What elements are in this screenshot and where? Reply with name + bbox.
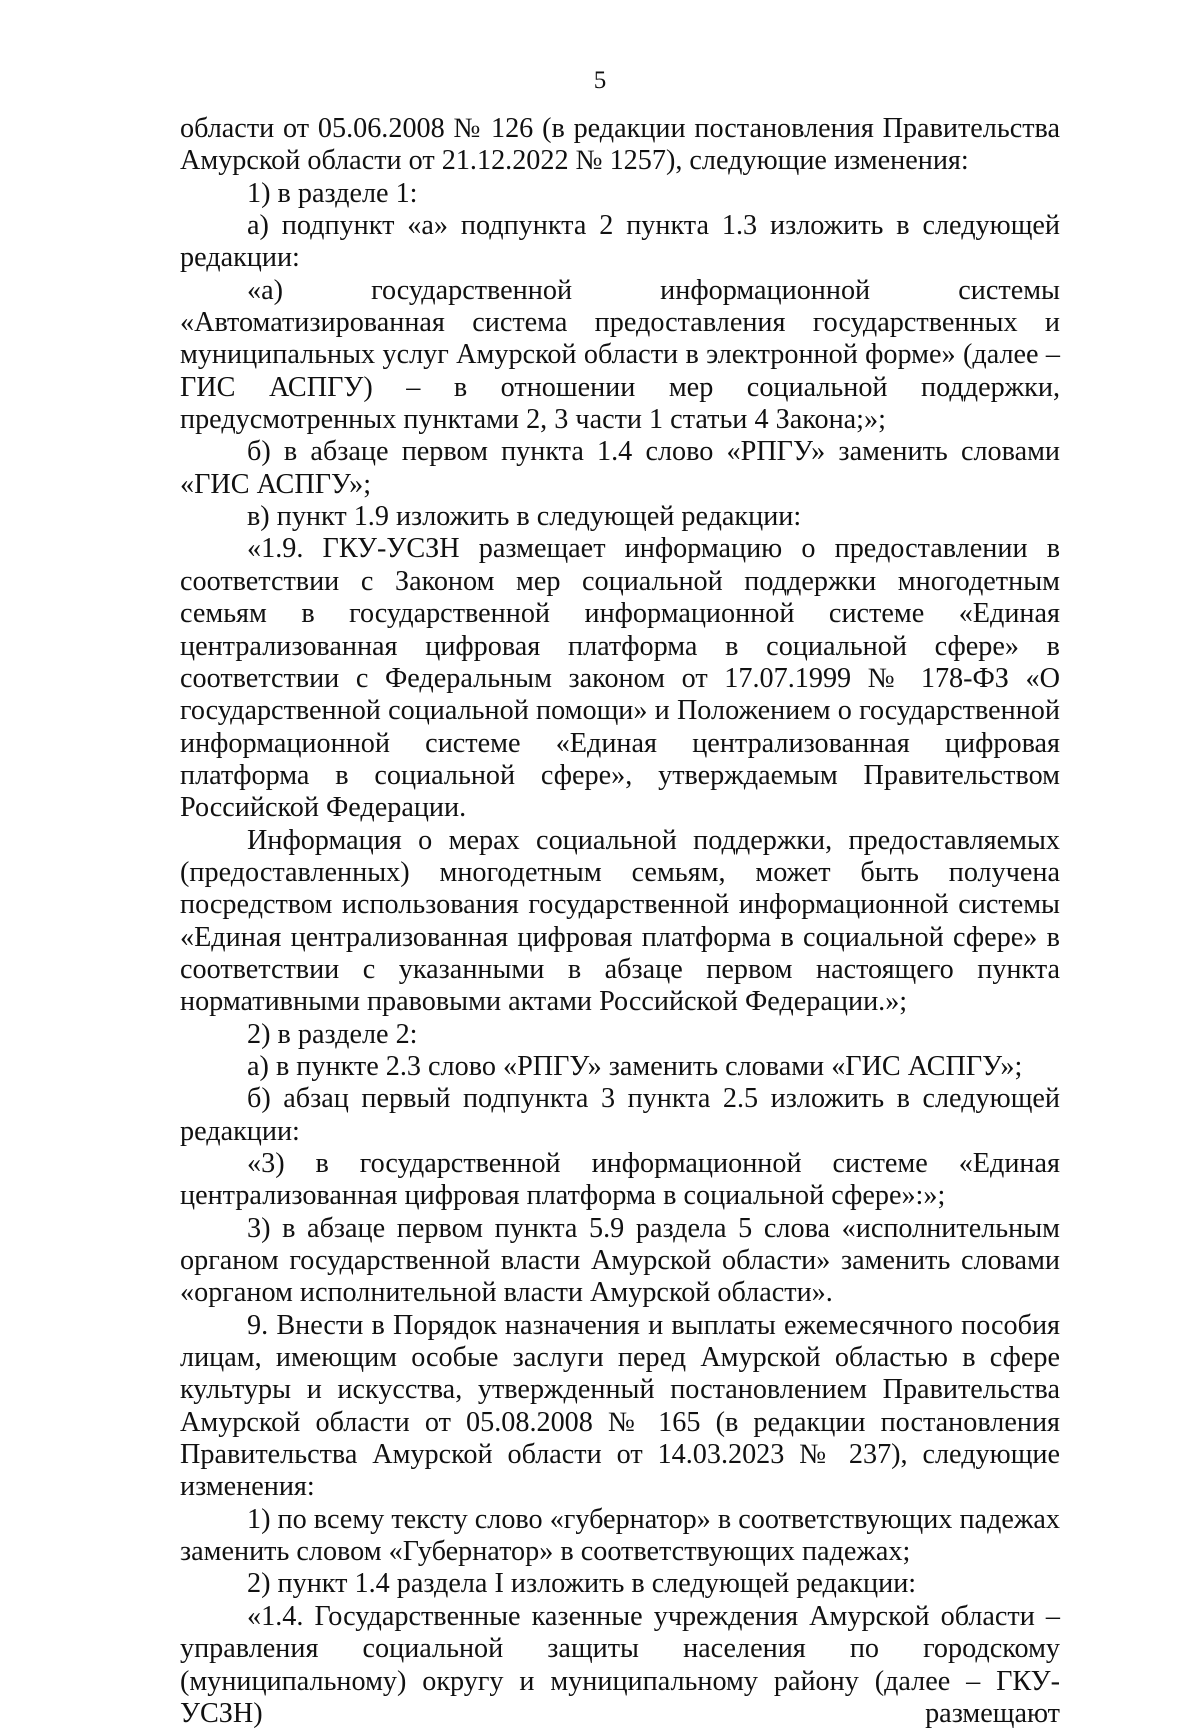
paragraph: 2) в разделе 2: — [247, 1018, 418, 1050]
paragraph: «3) в государственной информационной системе «Единая централизованная цифровая платформа в социальной сфере»:»; — [180, 1148, 1060, 1212]
paragraph: б) в абзаце первом пункта 1.4 слово «РПГУ» заменить словами «ГИС АСПГУ»; — [180, 436, 1060, 500]
paragraph: области от 05.06.2008 № 126 (в редакции постановления Правительства Амурской области от 21.12.2022 № 1257), следующие изменения: — [180, 113, 1060, 177]
paragraph: а) подпункт «а» подпункта 2 пункта 1.3 изложить в следующей редакции: — [180, 210, 1060, 274]
paragraph: 1) в разделе 1: — [247, 177, 418, 209]
paragraph: 2) пункт 1.4 раздела I изложить в следующей редакции: — [247, 1568, 917, 1600]
paragraph: Информация о мерах социальной поддержки, предоставляемых (предоставленных) многодетным семьям, может быть получена посредством использования государственной информационной системы «Единая централизованная цифровая платформа в социальной сфере» в соответствии с указанными в абзаце первом настоящего пункта нормативными правовыми актами Российской Федерации.»; — [180, 824, 1060, 1018]
paragraph: «1.9. ГКУ-УСЗН размещает информацию о предоставлении в соответствии с Законом мер социальной поддержки многодетным семьям в государственной информационной системе «Единая централизованная цифровая платформа в социальной сфере» в соответствии с Федеральным законом от 17.07.1999 № 178-ФЗ «О государственной социальной помощи» и Положением о государственной информационной системе «Единая централизованная цифровая платформа в социальной сфере», утверждаемым Правительством Российской Федерации. — [180, 533, 1060, 824]
paragraph: «1.4. Государственные казенные учреждения Амурской области – управления социальной защиты населения по городскому (муниципальному) округу и муниципальному району (далее – ГКУ-УСЗН) размещают — [180, 1600, 1060, 1729]
page-number: 5 — [593, 67, 607, 94]
document-body — [180, 113, 1060, 1730]
paragraph: 1) по всему тексту слово «губернатор» в соответствующих падежах заменить словом «Губернатор» в соответствующих падежах; — [180, 1503, 1060, 1568]
paragraph: в) пункт 1.9 изложить в следующей редакции: — [247, 501, 802, 533]
paragraph: 3) в абзаце первом пункта 5.9 раздела 5 слова «исполнительным органом государственной власти Амурской области» заменить словами «органом исполнительной власти Амурской области». — [180, 1212, 1060, 1309]
paragraph: а) в пункте 2.3 слово «РПГУ» заменить словами «ГИС АСПГУ»; — [247, 1050, 1023, 1082]
paragraph: 9. Внести в Порядок назначения и выплаты ежемесячного пособия лицам, имеющим особые заслуги перед Амурской областью в сфере культуры и искусства, утвержденный постановлением Правительства Амурской области от 05.08.2008 № 165 (в редакции постановления Правительства Амурской области от 14.03.2023 № 237), следующие изменения: — [180, 1309, 1060, 1503]
paragraph: б) абзац первый подпункта 3 пункта 2.5 изложить в следующей редакции: — [180, 1083, 1060, 1147]
paragraph: «а) государственной информационной системы «Автоматизированная система предоставления государственных и муниципальных услуг Амурской области в электронной форме» (далее – ГИС АСПГУ) – в отношении мер социальной поддержки, предусмотренных пунктами 2, 3 части 1 статьи 4 Закона;»; — [180, 274, 1060, 436]
